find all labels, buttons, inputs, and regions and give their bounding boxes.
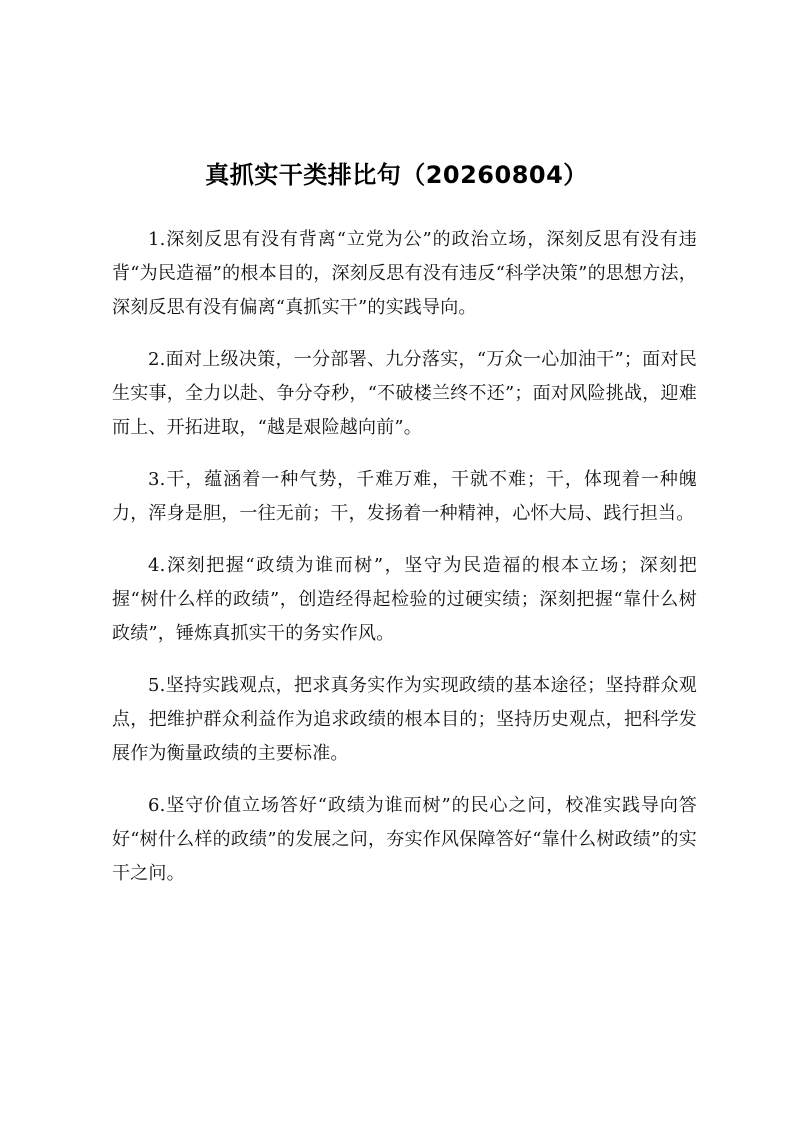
document-title: 真抓实干类排比句（20260804） bbox=[205, 161, 588, 190]
document-body bbox=[112, 223, 697, 909]
paragraph-3: 3.干，蕴涵着一种气势，千难万难，干就不难；干，体现着一种魄力，浑身是胆，一往无前；干，发扬着一种精神，心怀大局、践行担当。 bbox=[112, 469, 697, 524]
paragraph-2: 2.面对上级决策，一分部署、九分落实，“万众一心加油干”；面对民生实事，全力以赴、争分夺秒，“不破楼兰终不还”；面对风险挑战，迎难而上、开拓进取，“越是艰险越向前”。 bbox=[112, 349, 697, 438]
paragraph-4: 4.深刻把握“政绩为谁而树”，坚守为民造福的根本立场；深刻把握“树什么样的政绩”，创造经得起检验的过硬实绩；深刻把握“靠什么树政绩”，锤炼真抓实干的务实作风。 bbox=[112, 555, 697, 644]
paragraph-1: 1.深刻反思有没有背离“立党为公”的政治立场，深刻反思有没有违背“为民造福”的根本目的，深刻反思有没有违反“科学决策”的思想方法，深刻反思有没有偏离“真抓实干”的实践导向。 bbox=[112, 229, 697, 318]
paragraph-6: 6.坚守价值立场答好“政绩为谁而树”的民心之问，校准实践导向答好“树什么样的政绩”的发展之问，夯实作风保障答好“靠什么树政绩”的实干之问。 bbox=[112, 795, 697, 884]
paragraph-5: 5.坚持实践观点，把求真务实作为实现政绩的基本途径；坚持群众观点，把维护群众利益作为追求政绩的根本目的；坚持历史观点，把科学发展作为衡量政绩的主要标准。 bbox=[112, 675, 697, 764]
